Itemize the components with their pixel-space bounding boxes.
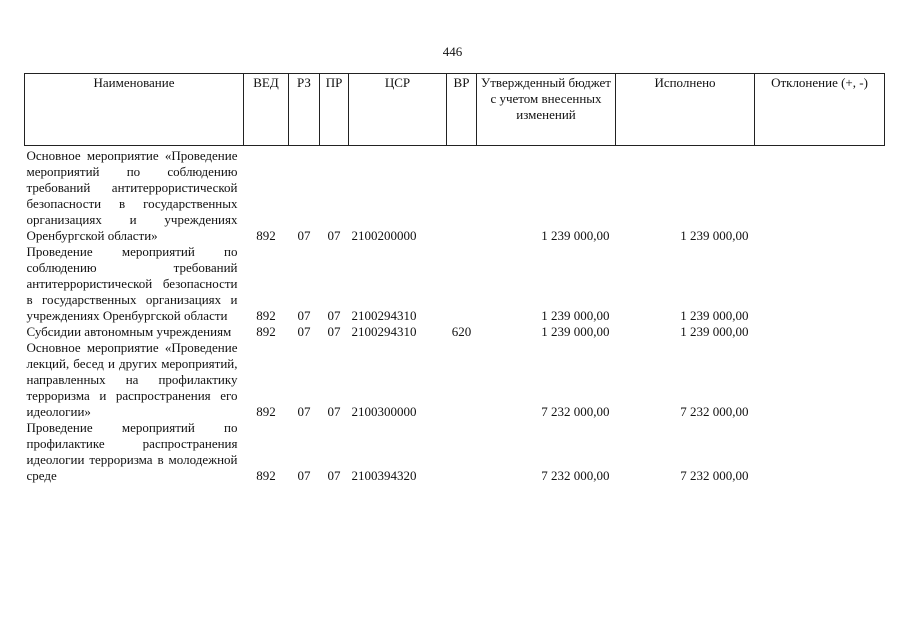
header-name: Наименование [25, 74, 244, 146]
row-name: Основное мероприятие «Проведение мероприятий по соблюдению требований антитеррористической безопасности в государственных организациях и учреждениях Оренбургской области» [26, 148, 238, 243]
row-executed: 7 232 000,00 [680, 404, 749, 419]
header-deviation: Отклонение (+, -) [755, 74, 885, 146]
page-number: 446 [442, 44, 463, 59]
row-vr [447, 244, 477, 324]
row-name: Проведение мероприятий по соблюдению требований антитеррористической безопасности в государственных организациях и учреждениях Оренбургской области [26, 244, 238, 323]
row-deviation [755, 324, 885, 340]
row-approved: 7 232 000,00 [541, 404, 610, 419]
row-pr: 07 [327, 324, 341, 339]
row-vr [447, 146, 477, 245]
header-vr: ВР [447, 74, 477, 146]
row-ved: 892 [256, 468, 276, 483]
table-row [25, 244, 885, 324]
row-ved: 892 [256, 228, 276, 243]
row-rz: 07 [297, 468, 311, 483]
table-row [25, 420, 885, 484]
row-ved: 892 [256, 404, 276, 419]
header-csr: ЦСР [349, 74, 447, 146]
row-vr: 620 [451, 324, 472, 339]
row-pr: 07 [327, 468, 341, 483]
row-executed: 1 239 000,00 [680, 324, 749, 339]
row-ved: 892 [256, 324, 276, 339]
table-row [25, 340, 885, 420]
row-name: Субсидии автономным учреждениям [26, 324, 232, 339]
row-pr: 07 [327, 404, 341, 419]
row-deviation [755, 146, 885, 245]
row-deviation [755, 420, 885, 484]
header-rz: РЗ [289, 74, 320, 146]
row-rz: 07 [297, 404, 311, 419]
row-executed: 7 232 000,00 [680, 468, 749, 483]
header-row [25, 74, 885, 146]
budget-table [24, 73, 885, 484]
header-approved: Утвержденный бюджет с учетом внесенных изменений [477, 74, 616, 146]
header-ved: ВЕД [244, 74, 289, 146]
row-csr: 2100300000 [351, 404, 417, 419]
row-csr: 2100200000 [351, 228, 417, 243]
row-csr: 2100394320 [351, 468, 417, 483]
row-rz: 07 [297, 228, 311, 243]
row-pr: 07 [327, 228, 341, 243]
row-deviation [755, 340, 885, 420]
row-rz: 07 [297, 324, 311, 339]
row-approved: 7 232 000,00 [541, 468, 610, 483]
header-pr: ПР [320, 74, 349, 146]
row-name: Основное мероприятие «Проведение лекций, бесед и других мероприятий, направленных на профилактику терроризма и распространения его идеологии» [26, 340, 238, 419]
row-vr [447, 340, 477, 420]
row-approved: 1 239 000,00 [541, 228, 610, 243]
row-approved: 1 239 000,00 [541, 324, 610, 339]
row-deviation [755, 244, 885, 324]
row-vr [447, 420, 477, 484]
row-ved: 892 [256, 308, 276, 323]
row-pr: 07 [327, 308, 341, 323]
row-csr: 2100294310 [351, 308, 417, 323]
row-csr: 2100294310 [351, 324, 417, 339]
row-approved: 1 239 000,00 [541, 308, 610, 323]
row-rz: 07 [297, 308, 311, 323]
row-executed: 1 239 000,00 [680, 308, 749, 323]
row-executed: 1 239 000,00 [680, 228, 749, 243]
header-executed: Исполнено [616, 74, 755, 146]
table-row [25, 324, 885, 340]
row-name: Проведение мероприятий по профилактике распространения идеологии терроризма в молодежной среде [26, 420, 238, 483]
table-row [25, 146, 885, 245]
